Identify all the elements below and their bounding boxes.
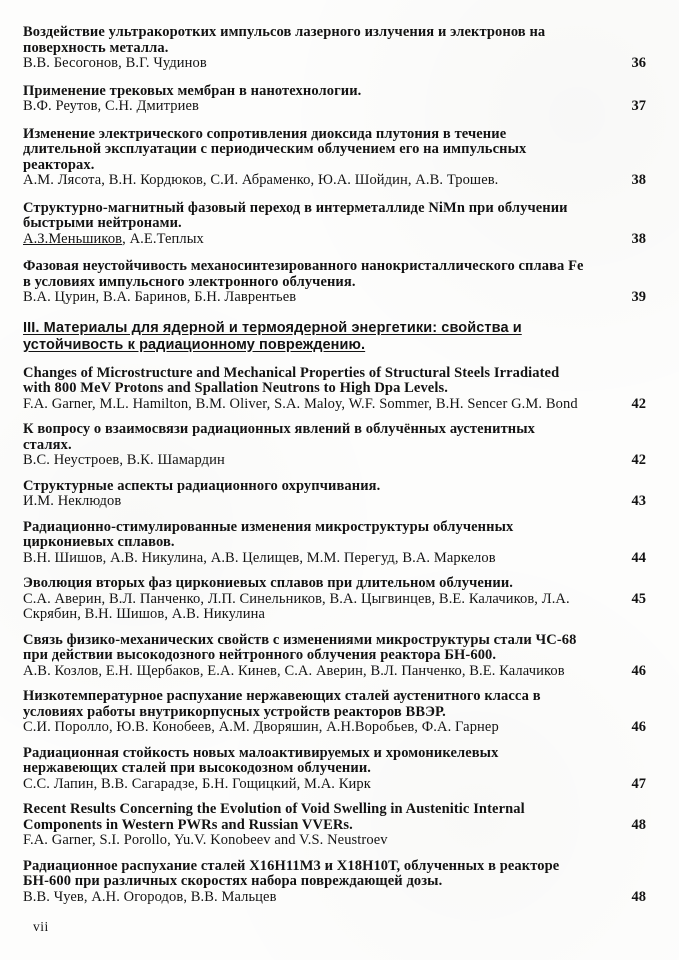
entry-text: [23, 689, 628, 736]
entry-authors-line: F.A. Garner, S.I. Porollo, Yu.V. Konobeev and V.S. Neustroev: [23, 832, 388, 848]
entry-text: [23, 201, 628, 248]
entry-authors-line: А.В. Козлов, Е.Н. Щербаков, Е.А. Кинев, С.А. Аверин, В.Л. Панченко, В.Е. Калачиков: [23, 662, 565, 679]
entry-title-line: циркониевых сплавов.: [23, 534, 175, 550]
entry-title-line: Воздействие ультракоротких импульсов лазерного излучения и электронов на: [23, 24, 546, 40]
entry-authors-line: F.A. Garner, M.L. Hamilton, B.M. Oliver, S.A. Maloy, W.F. Sommer, B.H. Sencer G.M. Bond: [23, 395, 578, 412]
entry-page-number: 42: [631, 452, 646, 468]
toc-entry: [23, 520, 646, 567]
entry-title-line: реакторах.: [23, 156, 95, 173]
entry-title-line: быстрыми нейтронами.: [23, 215, 182, 231]
entry-page-number: 48: [631, 888, 646, 905]
entry-text: [23, 366, 628, 413]
entry-text: [23, 520, 628, 567]
entry-page-number: 46: [631, 662, 646, 679]
entry-title-line: нержавеющих сталей при высокодозном облучении.: [23, 760, 371, 776]
entry-page-number: 44: [631, 549, 646, 566]
entry-authors-line: И.М. Неклюдов: [23, 493, 122, 509]
toc-entry: [23, 633, 646, 680]
entry-authors-line: В.С. Неустроев, В.К. Шамардин: [23, 452, 225, 468]
toc-entry: [23, 859, 646, 906]
entry-title-line: при действии высокодозного нейтронного облучения реактора БН-600.: [23, 647, 497, 663]
entry-authors-line: С.А. Аверин, В.Л. Панченко, Л.П. Синельников, В.А. Цыгвинцев, В.Е. Калачиков, Л.А.: [23, 590, 570, 607]
entry-text: [23, 422, 628, 469]
toc-entry: [23, 422, 646, 469]
entry-title-line: Recent Results Concerning the Evolution of Void Swelling in Austenitic Internal: [23, 801, 525, 817]
entry-title-line: в условиях импульсного электронного облучения.: [23, 273, 356, 290]
entry-title-line: условиях работы внутрикорпусных устройств реакторов ВВЭР.: [23, 703, 446, 720]
entry-page-number: 38: [631, 230, 646, 247]
entry-page-number: 43: [631, 493, 646, 509]
entry-page-number: 38: [631, 172, 646, 188]
entry-authors-line: В.В. Чуев, А.Н. Огородов, В.В. Мальцев: [23, 888, 277, 905]
toc-blocks: [23, 25, 646, 905]
toc-entry: [23, 201, 646, 248]
entry-title-line: Changes of Microstructure and Mechanical Properties of Structural Steels Irradiated: [23, 364, 560, 381]
entry-page-number: 37: [631, 98, 646, 114]
entry-text: [23, 25, 628, 72]
entry-text: [23, 576, 628, 623]
entry-page-number: 42: [631, 395, 646, 412]
author-name-text: , А.Е.Теплых: [122, 230, 204, 247]
entry-authors-line: С.С. Лапин, В.В. Сагарадзе, Б.Н. Гощицкий, М.А. Кирк: [23, 775, 371, 792]
entry-title-line: Components in Western PWRs and Russian VVERs.: [23, 816, 353, 833]
entry-text: [23, 259, 628, 306]
entry-page-number: 48: [631, 816, 646, 833]
entry-title-line: Структурные аспекты радиационного охрупчивания.: [23, 477, 381, 494]
entry-title-line: Радиационно-стимулированные изменения микроструктуры облученных: [23, 518, 514, 535]
entry-title-line: Низкотемпературное распухание нержавеющих сталей аустенитного класса в: [23, 688, 541, 704]
entry-authors-line: В.А. Цурин, В.А. Баринов, Б.Н. Лаврентьев: [23, 289, 297, 305]
entry-page-number: 39: [631, 289, 646, 305]
entry-authors-line: А.М. Лясота, В.Н. Кордюков, С.И. Абраменко, Ю.А. Шойдин, А.В. Трошев.: [23, 172, 499, 188]
entry-title-line: К вопросу о взаимосвязи радиационных явлений в облучённых аустенитных: [23, 421, 536, 437]
entry-title-line: Фазовая неустойчивость механосинтезированного нанокристаллического сплава Fe: [23, 258, 584, 274]
toc-entry: [23, 802, 646, 849]
entry-title-line: БН-600 при различных скоростях набора повреждающей дозы.: [23, 873, 443, 889]
toc-entry: [23, 689, 646, 736]
entry-authors-line: В.Ф. Реутов, С.Н. Дмитриев: [23, 98, 199, 114]
toc-entry: [23, 366, 646, 413]
entry-authors-line: Скрябин, В.Н. Шишов, А.В. Никулина: [23, 606, 265, 622]
toc-entry: [23, 84, 646, 115]
entry-title-line: with 800 MeV Protons and Spallation Neutrons to High Dpa Levels.: [23, 380, 448, 396]
toc-entry: [23, 127, 646, 189]
entry-page-number: 36: [631, 55, 646, 71]
entry-title-line: Радиационное распухание сталей Х16Н11М3 и Х18Н10Т, облученных в реакторе: [23, 857, 560, 874]
entry-text: [23, 127, 628, 189]
underlined-author-name: А.З.Меньшиков: [23, 230, 123, 247]
entry-text: [23, 802, 628, 849]
entry-authors-line: В.Н. Шишов, А.В. Никулина, А.В. Целищев, М.М. Перегуд, В.А. Маркелов: [23, 549, 496, 566]
entry-title-line: Применение трековых мембран в нанотехнологии.: [23, 82, 362, 99]
entry-page-number: 47: [631, 775, 646, 792]
toc-entry: [23, 25, 646, 72]
entry-text: [23, 746, 628, 793]
toc-entry: [23, 746, 646, 793]
section-heading-line: III. Материалы для ядерной и термоядерной энергетики: свойства и: [23, 319, 522, 336]
entry-text: [23, 84, 628, 115]
section-heading-line: устойчивость к радиационному повреждению.: [23, 336, 366, 353]
toc-entry: [23, 479, 646, 510]
entry-text: [23, 633, 628, 680]
entry-title-line: сталях.: [23, 436, 72, 453]
entry-title-line: Связь физико-механических свойств с изменениями микроструктуры стали ЧС-68: [23, 631, 577, 648]
entry-text: [23, 859, 628, 906]
entry-text: [23, 479, 628, 510]
section-heading: [23, 320, 646, 354]
entry-title-line: Структурно-магнитный фазовый переход в интерметаллиде NiMn при облучении: [23, 199, 568, 216]
entry-authors-line: [23, 232, 628, 248]
entry-page-number: 45: [631, 590, 646, 607]
entry-title-line: длительной эксплуатации с периодическим облучением его на импульсных: [23, 141, 527, 157]
page-footer-number: vii: [33, 919, 49, 934]
toc-entry: [23, 576, 646, 623]
entry-page-number: 46: [631, 719, 646, 735]
toc-entry: [23, 259, 646, 306]
entry-title-line: поверхность металла.: [23, 39, 169, 56]
entry-authors-line: В.В. Бесогонов, В.Г. Чудинов: [23, 55, 207, 71]
entry-title-line: Эволюция вторых фаз циркониевых сплавов при длительном облучении.: [23, 575, 514, 591]
entry-authors-line: С.И. Поролло, Ю.В. Конобеев, А.М. Дворяшин, А.Н.Воробьев, Ф.А. Гарнер: [23, 719, 499, 735]
entry-title-line: Радиационная стойкость новых малоактивируемых и хромоникелевых: [23, 744, 499, 761]
entry-title-line: Изменение электрического сопротивления диоксида плутония в течение: [23, 125, 507, 142]
